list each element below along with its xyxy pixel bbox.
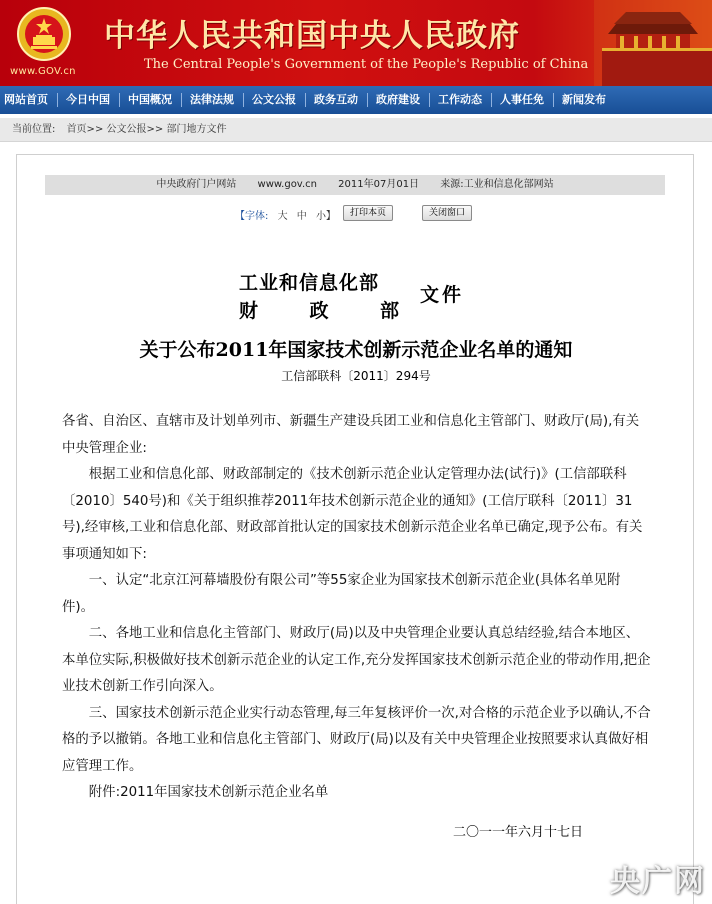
site-header — [0, 0, 712, 86]
document-number: 工信部联科〔2011〕294号 — [281, 369, 431, 383]
font-size-medium[interactable]: 中 — [296, 211, 307, 222]
article-tools — [45, 203, 665, 223]
font-size-label: 【字体: — [235, 211, 269, 222]
document-type: 文件 — [420, 284, 465, 306]
breadcrumb-documents[interactable]: 公文公报>> — [106, 124, 164, 135]
font-size-small[interactable]: 小】 — [315, 211, 336, 222]
body-paragraph: 根据工业和信息化部、财政部制定的《技术创新示范企业认定管理办法(试行)》(工信部联科〔2010〕540号)和《关于组织推荐2011年技术创新示范企业的通知》(工信厅联科〔2011〕31号),经审核,工业和信息化部、财政部首批认定的国家技术创新示范企业名单已确定,现予公布。有关事项通知如下: — [62, 467, 643, 562]
nav-item-work-news[interactable]: 工作动态 — [430, 93, 492, 107]
issuer-mof-char: 政 — [309, 300, 329, 322]
close-window-button[interactable]: 关闭窗口 — [422, 205, 472, 221]
cnr-watermark: 央广网 — [610, 864, 706, 899]
issuer-miit: 工业和信息化部 — [239, 272, 380, 294]
body-paragraph: 三、国家技术创新示范企业实行动态管理,每三年复核评价一次,对合格的示范企业予以确认,不合格的予以撤销。各地工业和信息化主管部门、财政厅(局)以及有关中央管理企业按照要求认真做好相应管理工作。 — [62, 705, 651, 774]
print-button[interactable]: 打印本页 — [343, 205, 393, 221]
nav-item-home[interactable]: 网站首页 — [0, 93, 58, 107]
body-paragraph: 二、各地工业和信息化主管部门、财政厅(局)以及中央管理企业要认真总结经验,结合本地区、本单位实际,积极做好技术创新示范企业的认定工作,充分发挥国家技术创新示范企业的带动作用,把企业技术创新工作引向深入。 — [62, 626, 651, 694]
site-url[interactable]: www.GOV.cn — [10, 66, 76, 77]
nav-item-gov-building[interactable]: 政府建设 — [368, 93, 430, 107]
breadcrumb-label: 当前位置: — [12, 124, 56, 135]
national-emblem-icon[interactable] — [16, 6, 72, 62]
site-title-cn: 中华人民共和国中央人民政府 — [104, 18, 520, 54]
nav-item-documents[interactable]: 公文公报 — [244, 93, 306, 107]
breadcrumb-home[interactable]: 首页>> — [66, 124, 104, 135]
site-title-en: The Central People's Government of the People's Republic of China — [144, 57, 589, 72]
nav-item-interaction[interactable]: 政务互动 — [306, 93, 368, 107]
document-date: 二〇一一年六月十七日 — [453, 825, 584, 840]
main-nav — [0, 86, 712, 114]
nav-item-china-overview[interactable]: 中国概况 — [120, 93, 182, 107]
nav-item-appointments[interactable]: 人事任免 — [492, 93, 554, 107]
nav-item-today-china[interactable]: 今日中国 — [58, 93, 120, 107]
info-site: 中央政府门户网站 — [156, 179, 237, 190]
issuer-mof — [239, 296, 399, 323]
document-body — [62, 409, 652, 807]
document-issuer-header — [239, 268, 499, 324]
document-title: 关于公布2011年国家技术创新示范企业名单的通知 — [139, 339, 573, 361]
font-size-large[interactable]: 大 — [277, 211, 288, 222]
info-url: www.gov.cn — [257, 179, 317, 190]
font-size-control — [235, 207, 336, 222]
breadcrumb-dept-files[interactable]: 部门地方文件 — [166, 124, 227, 135]
body-paragraph: 一、认定“北京江河幕墙股份有限公司”等55家企业为国家技术创新示范企业(具体名单见附件)。 — [62, 573, 621, 615]
content-frame — [16, 154, 694, 904]
article-info-bar — [45, 175, 665, 195]
tiananmen-gate-icon — [594, 0, 712, 86]
nav-item-laws[interactable]: 法律法规 — [182, 93, 244, 107]
info-date: 2011年07月01日 — [338, 179, 420, 190]
issuer-mof-char: 财 — [239, 300, 259, 322]
nav-item-press[interactable]: 新闻发布 — [562, 93, 606, 106]
info-source: 来源:工业和信息化部网站 — [440, 179, 554, 190]
issuer-mof-char: 部 — [379, 300, 399, 322]
body-paragraph: 各省、自治区、直辖市及计划单列市、新疆生产建设兵团工业和信息化主管部门、财政厅(局),有关中央管理企业: — [62, 414, 640, 456]
breadcrumb — [0, 118, 712, 142]
attachment-line[interactable]: 附件:2011年国家技术创新示范企业名单 — [88, 785, 329, 800]
